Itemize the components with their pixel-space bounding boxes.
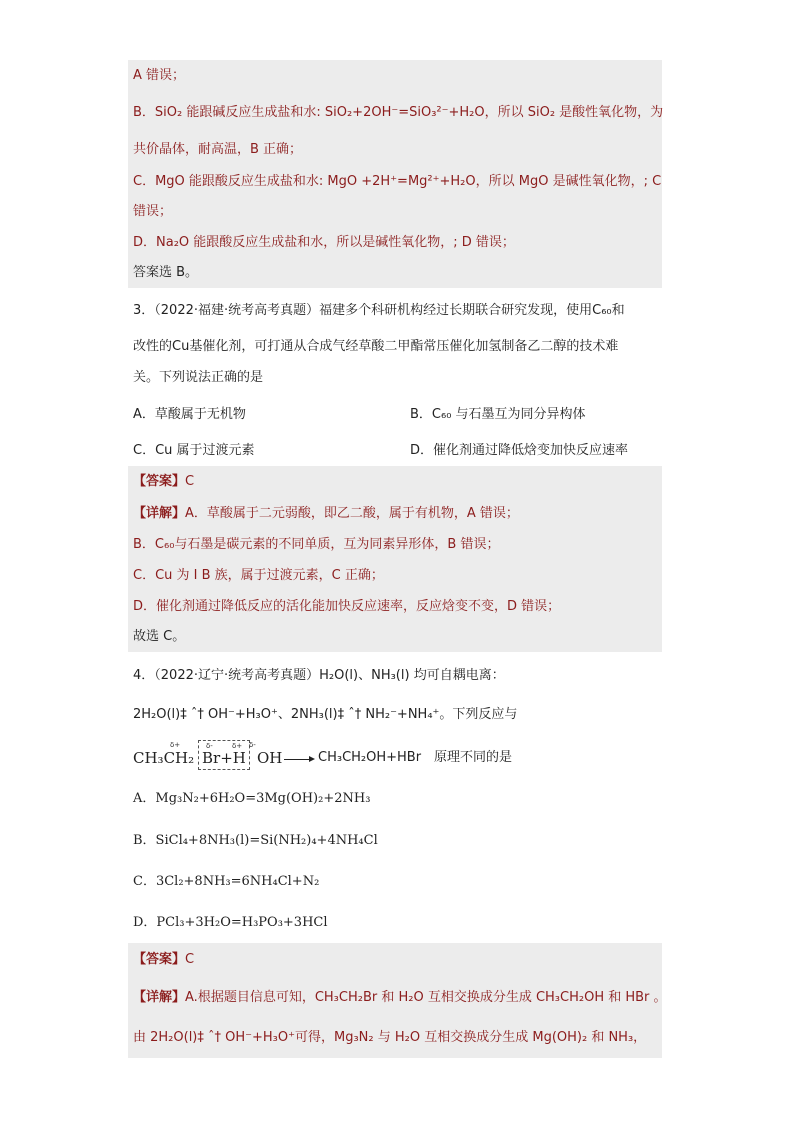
equation-tail: 原理不同的是 <box>434 750 513 765</box>
detail-label: 【详解】 <box>133 990 186 1005</box>
q4-option-c: C．3Cl₂+8NH₃=6NH₄Cl+N₂ <box>133 874 320 889</box>
delta-plus-h: δ+ <box>232 742 243 750</box>
q4-stem-line-2: 2H₂O(l)‡ ˆ† OH⁻+H₃O⁺、2NH₃(l)‡ ˆ† NH₂⁻+NH₄⁺。下列反应与 <box>133 707 518 722</box>
q4-detail-line-1 <box>133 989 667 1007</box>
answer-value: C <box>185 952 195 967</box>
q3-option-d: D．催化剂通过降低焓变加快反应速率 <box>410 443 629 458</box>
equation-left: CH₃CH₂ <box>133 749 195 767</box>
q3-option-b: B．C₆₀ 与石墨互为同分异构体 <box>410 407 586 422</box>
q3-option-a: A．草酸属于无机物 <box>133 407 246 422</box>
equation-product: CH₃CH₂OH+HBr <box>318 750 422 765</box>
q4-option-d: D．PCl₃+3H₂O=H₃PO₃+3HCl <box>133 915 328 930</box>
q3-detail-line-2: B．C₆₀与石墨是碳元素的不同单质，互为同素异形体，B 错误； <box>133 537 500 552</box>
delta-plus-c: δ+ <box>170 741 181 749</box>
q4-option-a: A．Mg₃N₂+6H₂O=3Mg(OH)₂+2NH₃ <box>133 791 371 806</box>
q4-answer <box>133 951 194 969</box>
answer-label: 【答案】 <box>133 952 186 967</box>
q4-stem-line-1: 4．（2022·辽宁·统考高考真题）H₂O(l)、NH₃(l) 均可自耦电离： <box>133 668 505 683</box>
q3-detail-line-1 <box>133 505 519 523</box>
q3-detail-line-3: C．Cu 为 I B 族，属于过渡元素，C 正确； <box>133 568 384 583</box>
prev-line-1: A 错误； <box>133 68 186 83</box>
detail-text: A.根据题目信息可知，CH₃CH₂Br 和 H₂O 互相交换成分生成 CH₃CH₂OH 和 HBr 。 <box>185 990 667 1005</box>
delta-minus-o: δ- <box>249 741 256 749</box>
prev-line-2: B．SiO₂ 能跟碱反应生成盐和水: SiO₂+2OH⁻=SiO₃²⁻+H₂O，所以 SiO₂ 是酸性氧化物，为 <box>133 105 664 120</box>
q3-option-c: C．Cu 属于过渡元素 <box>133 443 255 458</box>
q4-detail-line-2: 由 2H₂O(l)‡ ˆ† OH⁻+H₃O⁺可得，Mg₃N₂ 与 H₂O 互相交换成分生成 Mg(OH)₂ 和 NH₃， <box>133 1030 647 1045</box>
explanation-band-q3 <box>128 466 662 652</box>
reaction-arrow-head <box>309 756 315 762</box>
q3-stem-line-2: 改性的Cu基催化剂，可打通从合成气经草酸二甲酯常压催化加氢制备乙二醇的技术难 <box>133 339 619 354</box>
equation-right: OH <box>257 749 283 767</box>
delta-minus-br: δ- <box>206 742 213 750</box>
answer-label: 【答案】 <box>133 474 186 489</box>
answer-value: C <box>185 474 195 489</box>
prev-line-4: C．MgO 能跟酸反应生成盐和水: MgO +2H⁺=Mg²⁺+H₂O，所以 MgO 是碱性氧化物，; C <box>133 174 662 189</box>
detail-label: 【详解】 <box>133 506 186 521</box>
prev-line-5: 错误； <box>133 204 173 219</box>
q4-option-b: B．SiCl₄+8NH₃(l)=Si(NH₂)₄+4NH₄Cl <box>133 833 378 848</box>
q3-stem-line-3: 关。下列说法正确的是 <box>133 370 264 385</box>
q3-detail-line-4: D．催化剂通过降低反应的活化能加快反应速率，反应焓变不变，D 错误； <box>133 599 561 614</box>
reaction-arrow-line <box>284 759 310 760</box>
prev-line-6: D．Na₂O 能跟酸反应生成盐和水，所以是碱性氧化物，; D 错误； <box>133 235 515 250</box>
q3-answer <box>133 473 194 491</box>
q3-stem-line-1: 3．（2022·福建·统考高考真题）福建多个科研机构经过长期联合研究发现，使用C₆₀和 <box>133 303 625 318</box>
detail-text: A．草酸属于二元弱酸，即乙二酸，属于有机物，A 错误； <box>185 506 519 521</box>
prev-line-7: 答案选 B。 <box>133 265 199 280</box>
equation-mid: Br+H <box>202 749 246 767</box>
prev-line-3: 共价晶体，耐高温，B 正确； <box>133 142 303 157</box>
q3-detail-line-5: 故选 C。 <box>133 629 186 644</box>
